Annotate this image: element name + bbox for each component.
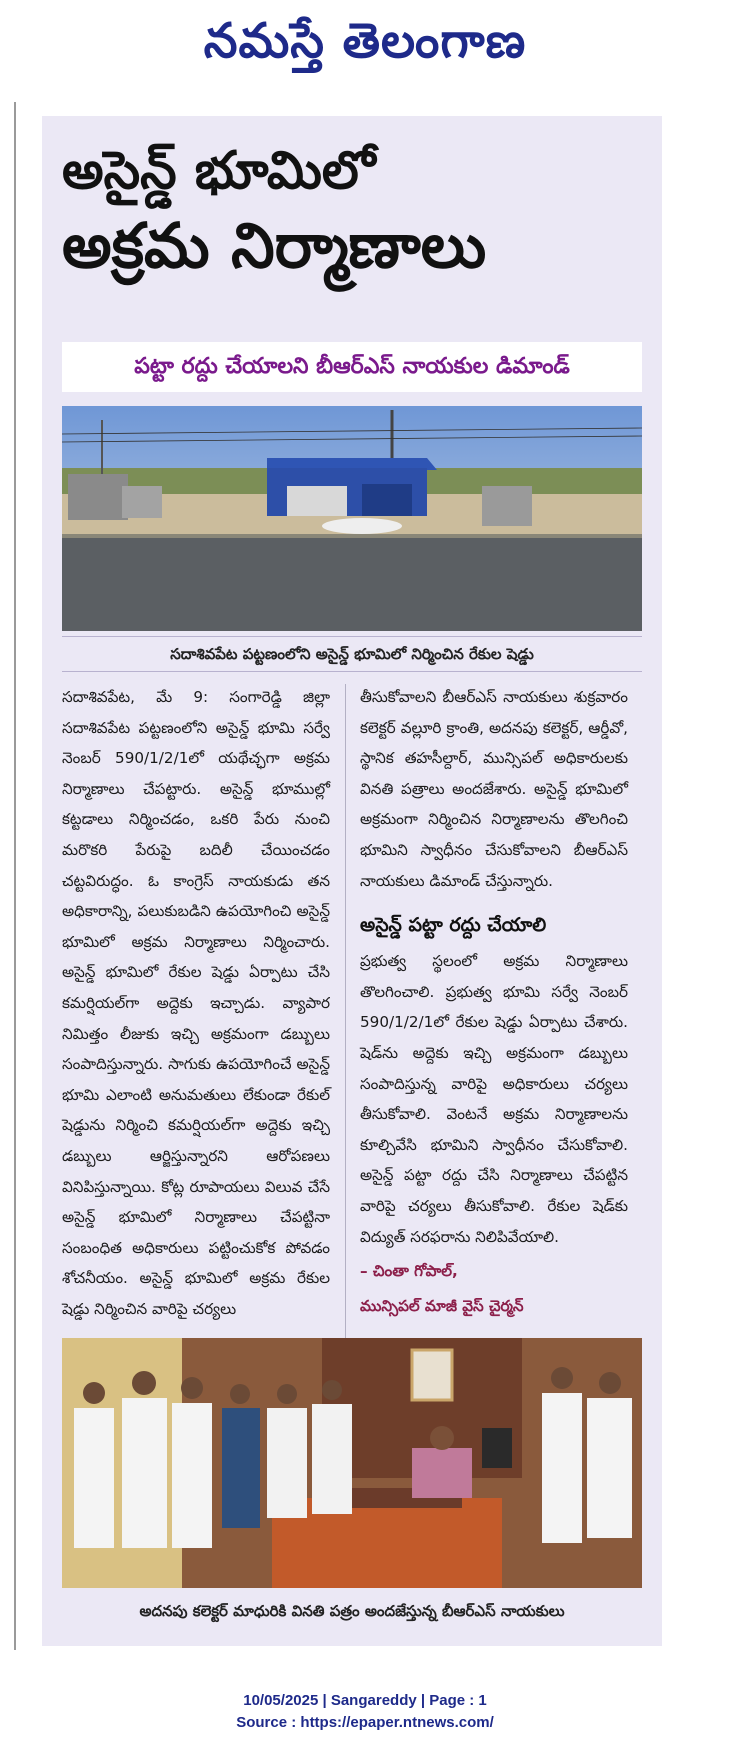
shed-photo-illustration	[62, 406, 642, 631]
margin-rule	[14, 102, 16, 1650]
quote-byline-title: మున్సిపల్ మాజీ వైస్ చైర్మన్	[360, 1296, 524, 1315]
headline-line-2: అక్రమ నిర్మాణాలు	[62, 208, 487, 282]
headline-line-1: అసైన్డ్ భూమిలో	[62, 141, 376, 201]
article-column-right	[360, 682, 628, 1321]
source-link[interactable]: Source : https://epaper.ntnews.com/	[236, 1714, 494, 1731]
headline-subhead: పట్టా రద్దు చేయాలని బీఆర్ఎస్ నాయకుల డిమాండ్	[62, 342, 642, 392]
page-footer	[0, 1690, 730, 1734]
masthead-logo: నమస్తే తెలంగాణ	[203, 13, 527, 69]
headline	[62, 142, 662, 281]
body-paragraph: సదాశివపేట, మే 9: సంగారెడ్డి జిల్లా సదాశివపేట పట్టణంలోని అసైన్డ్ భూమి సర్వే నెంబర్ 590/1/2/1లో యథేచ్ఛగా అక్రమ నిర్మాణాలు చేపట్టారు. అసైన్డ్ భూముల్లో కట్టడాలు నిర్మించడం, ఒకరి పేరు నుంచి మరొకరి పేరుపై బదిలీ చేయించడం చట్టవిరుద్ధం. ఓ కాంగ్రెస్ నాయకుడు తన అధికారాన్ని, పలుకుబడిని ఉపయోగించి అసైన్డ్ భూమిలో అక్రమ నిర్మాణాలు నిర్మించారు. అసైన్డ్ భూమిలో రేకుల షెడ్డు ఏర్పాటు చేసి కమర్షియల్‌గా అద్దెకు ఇచ్చాడు. వ్యాపార నిమిత్తం లీజుకు ఇచ్చి అక్రమంగా డబ్బులు సంపాదిస్తున్నారు. సాగుకు ఉపయోగించే అసైన్డ్ భూమి ఎలాంటి అనుమతులు లేకుండా రేకుల్ షెడ్డును నిర్మించి కమర్షియల్‌గా అద్దెకు ఇచ్చి డబ్బులు ఆర్జిస్తున్నారని ఆరోపణలు వినిపిస్తున్నాయి. కోట్ల రూపాయలు విలువ చేసే అసైన్డ్ భూమిలో నిర్మాణాలు చేపట్టినా సంబంధిత అధికారులు పట్టించుకోక పోవడం శోచనీయం. అసైన్డ్ భూమిలో అక్రమ రేకుల షెడ్డు నిర్మించిన వారిపై చర్యలు	[62, 688, 330, 1318]
quote-byline-name: – చింతా గోపాల్,	[360, 1262, 458, 1281]
photo-memorandum	[62, 1338, 642, 1588]
body-paragraph: తీసుకోవాలని బీఆర్ఎస్ నాయకులు శుక్రవారం కలెక్టర్ వల్లూరి క్రాంతి, అదనపు కలెక్టర్, ఆర్డీవో, స్థానిక తహసీల్దార్, మున్సిపల్ అధికారులకు వినతి పత్రాలు అందజేశారు. అసైన్డ్ భూమిలో అక్రమంగా నిర్మించిన నిర్మాణాలను తొలగించి భూమిని స్వాధీనం చేసుకోవాలని బీఆర్ఎస్ నాయకులు డిమాండ్ చేస్తున్నారు.	[360, 688, 628, 890]
memorandum-photo-illustration	[62, 1338, 642, 1588]
photo-caption-memorandum: అదనపు కలెక్టర్ మాధురికి వినతి పత్రం అందజేస్తున్న బీఆర్ఎస్ నాయకులు	[139, 1602, 565, 1620]
section-subheading: అసైన్డ్ పట్టా రద్దు చేయాలి	[360, 914, 547, 937]
edition-info: 10/05/2025 | Sangareddy | Page : 1	[243, 1692, 487, 1709]
column-divider	[345, 684, 346, 1404]
photo-shed	[62, 406, 642, 631]
article-column-left	[62, 682, 330, 1324]
photo-caption-shed: సదాశివపేట పట్టణంలోని అసైన్డ్ భూమిలో నిర్మించిన రేకుల షెడ్డు	[62, 636, 642, 672]
quote-paragraph: ప్రభుత్వ స్థలంలో అక్రమ నిర్మాణాలు తొలగించాలి. ప్రభుత్వ భూమి సర్వే నెంబర్ 590/1/2/1లో రేకుల షెడ్డు ఏర్పాటు చేశారు. షెడ్‌ను అద్దెకు ఇచ్చి అక్రమంగా డబ్బులు సంపాదిస్తున్న వారిపై అధికారులు చర్యలు తీసుకోవాలి. వెంటనే అక్రమ నిర్మాణాలను కూల్చివేసి భూమిని స్వాధీనం చేసుకోవాలి. అసైన్డ్ పట్టా రద్దు చేసి నిర్మాణాలు చేపట్టిన వారిపై చర్యలు తీసుకోవాలి. రేకుల షెడ్‌కు విద్యుత్ సరఫరాను నిలిపివేయాలి.	[360, 952, 628, 1246]
article-block	[42, 116, 662, 1646]
